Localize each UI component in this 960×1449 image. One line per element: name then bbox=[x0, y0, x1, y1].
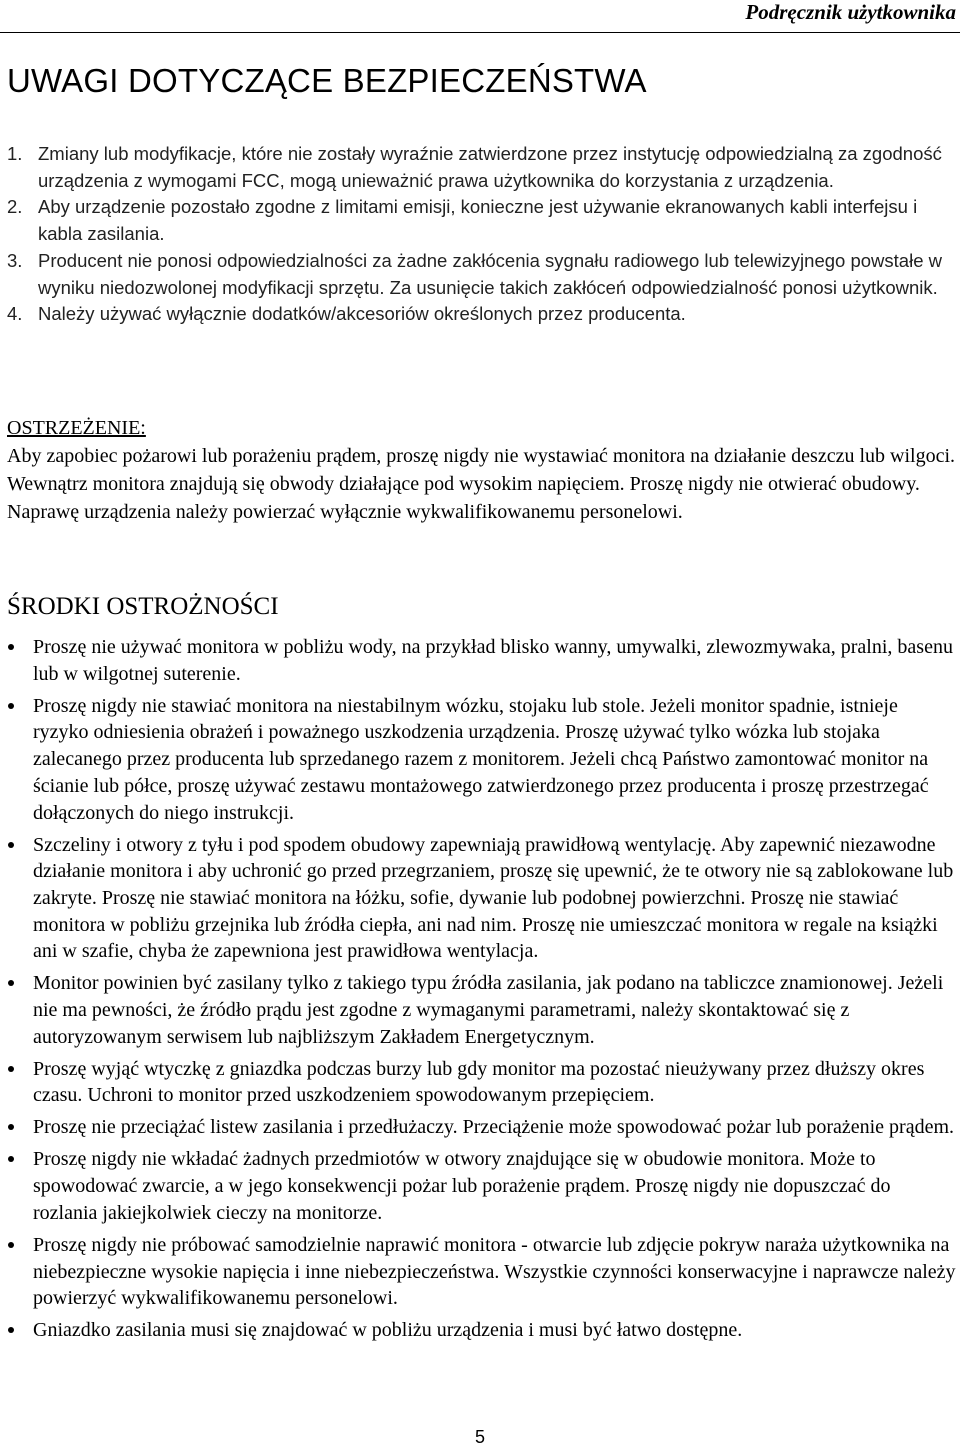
list-item bbox=[7, 1317, 957, 1344]
item-number: 3. bbox=[7, 249, 23, 271]
bullet-icon bbox=[8, 1156, 14, 1162]
list-item-text: Proszę nigdy nie próbować samodzielnie naprawić monitora - otwarcie lub zdjęcie pokryw naraża użytkownika na niebezpieczne wysokie napięcia i inne niebezpieczeństwa. Wszystkie czynności konserwacyjne i naprawcze należy powierzyć wykwalifikowanemu personelowi. bbox=[33, 1233, 956, 1310]
precautions-list bbox=[7, 634, 957, 1349]
item-text: Aby urządzenie pozostało zgodne z limitami emisji, konieczne jest używanie ekranowanych kabli interfejsu i kabla zasilania. bbox=[38, 196, 918, 245]
item-text: Producent nie ponosi odpowiedzialności za żadne zakłócenia sygnału radiowego lub telewizyjnego powstałe w wyniku niedozwolonej modyfikacji sprzętu. Za usunięcie takich zakłóceń odpowiedzialność ponosi użytkownik. bbox=[38, 249, 942, 298]
list-item-text: Monitor powinien być zasilany tylko z takiego typu źródła zasilania, jak podano na tabliczce znamionowej. Jeżeli nie ma pewności, że źródło prądu jest zgodne z wymaganymi parametrami, należy skontaktować się z autoryzowanym serwisem lub najbliższym Zakładem Energetycznym. bbox=[33, 972, 944, 1048]
warning-title: OSTRZEŻENIE: bbox=[7, 417, 146, 439]
bullet-icon bbox=[8, 1066, 14, 1072]
page-number: 5 bbox=[475, 1427, 486, 1447]
list-item bbox=[7, 693, 957, 827]
page-header bbox=[0, 0, 960, 33]
list-item-text: Szczeliny i otwory z tyłu i pod spodem obudowy zapewniają prawidłową wentylację. Aby zapewnić niezawodne działanie monitora i aby uchronić go przed przegrzaniem, proszę się upewnić, że te otwory nie są zablokowane lub zakryte. Proszę nie stawiać monitora na łóżku, sofie, dywanie lub podobnej powierzchni. Proszę nie stawiać monitora w pobliżu grzejnika lub źródła ciepła, ani nad nim. Proszę nie umieszczać monitora w regale na książki ani w szafie, chyba że zapewniona jest prawidłowa wentylacja. bbox=[33, 833, 954, 963]
item-number: 4. bbox=[7, 303, 23, 325]
bullet-icon bbox=[8, 644, 14, 650]
list-item bbox=[7, 1114, 957, 1141]
list-item-text: Proszę nigdy nie stawiać monitora na niestabilnym wózku, stojaku lub stole. Jeżeli monitor spadnie, istnieje ryzyko odniesienia obrażeń i poważnego uszkodzenia urządzenia. Proszę używać tylko wózka lub stojaka zalecanego przez producenta lub sprzedanego razem z monitorem. Jeżeli chcą Państwo zamontować monitor na ścianie lub półce, proszę używać zestawu montażowego zatwierdzonego przez producenta i proszę przestrzegać dołączonych do niego instrukcji. bbox=[33, 694, 929, 824]
list-item bbox=[7, 832, 957, 966]
item-text: Należy używać wyłącznie dodatków/akcesoriów określonych przez producenta. bbox=[38, 303, 686, 325]
warning-block bbox=[7, 414, 955, 526]
bullet-icon bbox=[8, 1327, 14, 1333]
list-item bbox=[7, 1056, 957, 1109]
numbered-item bbox=[7, 301, 957, 328]
list-item-text: Gniazdko zasilania musi się znajdować w pobliżu urządzenia i musi być łatwo dostępne. bbox=[33, 1319, 743, 1342]
numbered-item bbox=[7, 194, 957, 247]
bullet-icon bbox=[8, 703, 14, 709]
list-item-text: Proszę nie przeciążać listew zasilania i przedłużaczy. Przeciążenie może spowodować pożar lub porażenie prądem. bbox=[33, 1116, 955, 1139]
numbered-item bbox=[7, 141, 957, 194]
list-item-text: Proszę nigdy nie wkładać żadnych przedmiotów w otwory znajdujące się w obudowie monitora. Może to spowodować zwarcie, a w jego konsekwencji pożar lub porażenie prądem. Proszę nigdy nie dopuszczać do rozlania jakiejkolwiek cieczy na monitorze. bbox=[33, 1148, 891, 1224]
main-title: UWAGI DOTYCZĄCE BEZPIECZEŃSTWA bbox=[7, 62, 647, 99]
bullet-icon bbox=[8, 980, 14, 986]
list-item-text: Proszę wyjąć wtyczkę z gniazdka podczas burzy lub gdy monitor ma pozostać nieużywany przez dłuższy okres czasu. Uchroni to monitor przed uszkodzeniem spowodowanym przepięciem. bbox=[33, 1057, 925, 1107]
list-item bbox=[7, 970, 957, 1050]
item-number: 1. bbox=[7, 143, 23, 164]
numbered-list bbox=[7, 141, 957, 328]
precautions-title: ŚRODKI OSTROŻNOŚCI bbox=[7, 593, 279, 620]
list-item-text: Proszę nie używać monitora w pobliżu wody, na przykład blisko wanny, umywalki, zlewozmywaka, pralni, basenu lub w wilgotnej suterenie. bbox=[33, 636, 953, 685]
numbered-item bbox=[7, 248, 957, 301]
item-text: Zmiany lub modyfikacje, które nie zostały wyraźnie zatwierdzone przez instytucję odpowiedzialną za zgodność urządzenia z wymogami FCC, mogą unieważnić prawa użytkownika do korzystania z urządzenia. bbox=[38, 143, 942, 191]
item-number: 2. bbox=[7, 196, 23, 218]
warning-text: Aby zapobiec pożarowi lub porażeniu prądem, proszę nigdy nie wystawiać monitora na działanie deszczu lub wilgoci. Wewnątrz monitora znajdują się obwody działające pod wysokim napięciem. Proszę nigdy nie otwierać obudowy. Naprawę urządzenia należy powierzać wyłącznie wykwalifikowanemu personelowi. bbox=[7, 445, 955, 523]
list-item bbox=[7, 1146, 957, 1226]
bullet-icon bbox=[8, 842, 14, 848]
bullet-icon bbox=[8, 1124, 14, 1130]
header-title: Podręcznik użytkownika bbox=[745, 0, 956, 24]
bullet-icon bbox=[8, 1242, 14, 1248]
list-item bbox=[7, 634, 957, 687]
list-item bbox=[7, 1232, 957, 1312]
